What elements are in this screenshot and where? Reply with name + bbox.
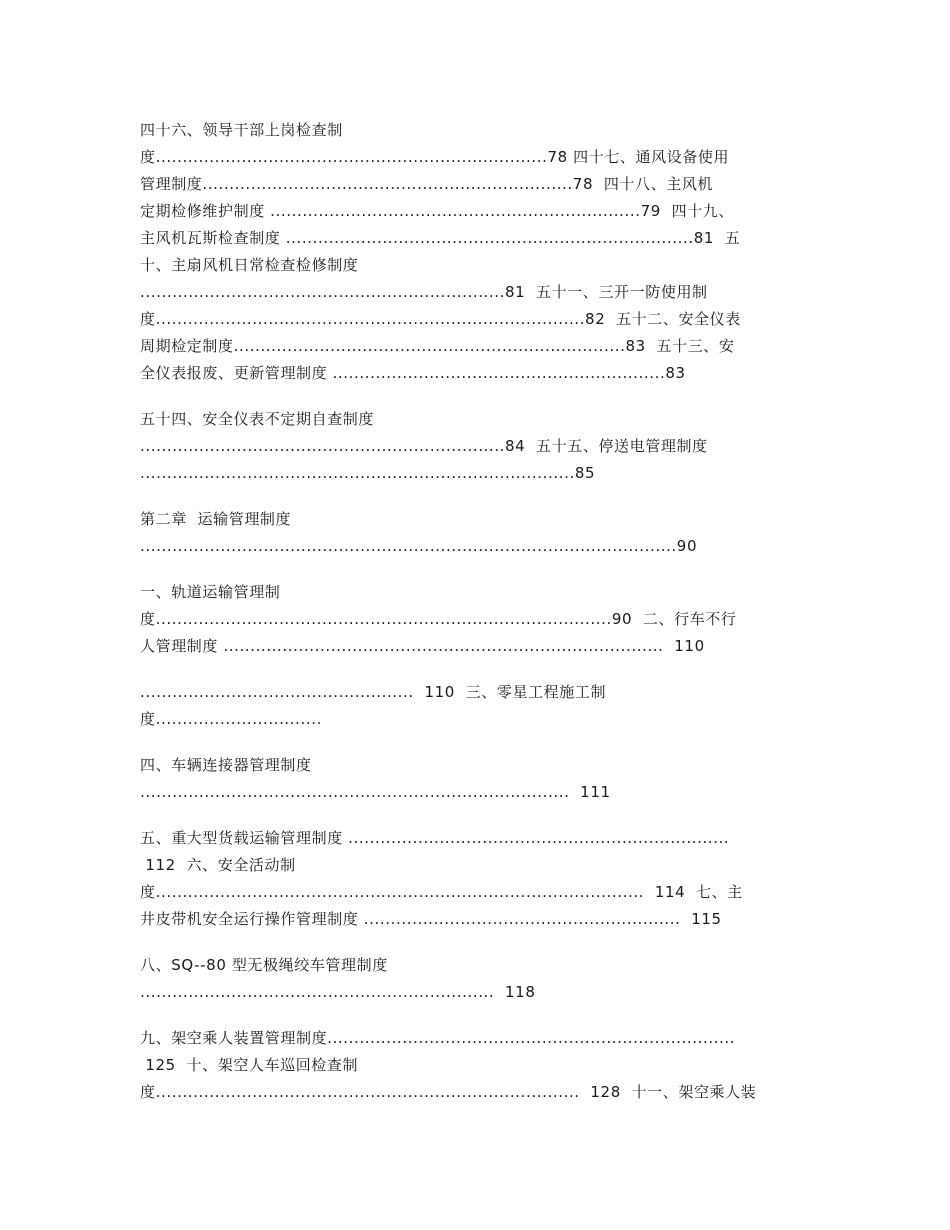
toc-line: 十、主扇风机日常检查检修制度 <box>140 256 359 274</box>
toc-line: 五、重大型货载运输管理制度 ....................................................................... <box>140 829 730 847</box>
toc-line: ................................................... 110 三、零星工程施工制 <box>140 683 607 701</box>
toc-line: 井皮带机安全运行操作管理制度 ........................................................... 115 <box>140 910 722 928</box>
toc-line: 125 十、架空人车巡回检查制 <box>140 1056 359 1074</box>
toc-line: ................................................................................ 111 <box>140 783 611 801</box>
toc-line: 管理制度.....................................................................78 四十八、主风机 <box>140 175 714 193</box>
toc-line: ....................................................................81 五十一、三开一防使用制 <box>140 283 708 301</box>
toc-line: 度............................................................................... 128 十一、架空乘人装 <box>140 1083 757 1101</box>
toc-line: 八、SQ--80 型无极绳绞车管理制度 <box>140 956 388 974</box>
toc-line: .................................................................. 118 <box>140 983 536 1001</box>
toc-line: 主风机瓦斯检查制度 ............................................................................81 五 <box>140 229 741 247</box>
toc-line: 四十六、领导干部上岗检查制 <box>140 121 343 139</box>
toc-line: 四、车辆连接器管理制度 <box>140 756 312 774</box>
toc-line: ....................................................................84 五十五、停送电管理制度 <box>140 437 708 455</box>
chapter-title-line: 第二章 运输管理制度 <box>140 510 292 528</box>
toc-line: 度........................................................................................... 114 七、主 <box>140 883 743 901</box>
toc-line: 周期检定制度.........................................................................83 五十三、安 <box>140 337 735 355</box>
toc-line: 全仪表报废、更新管理制度 ..............................................................83 <box>140 364 686 382</box>
toc-line: 度.........................................................................78 四十七、通风设备使用 <box>140 148 730 166</box>
toc-line: ....................................................................................................90 <box>140 537 698 555</box>
toc-line: 度.....................................................................................90 二、行车不行 <box>140 610 737 628</box>
toc-line: 五十四、安全仪表不定期自查制度 <box>140 410 375 428</box>
toc-line: 定期检修维护制度 .....................................................................79 四十九、 <box>140 202 734 220</box>
toc-line: 九、架空乘人装置管理制度............................................................................ <box>140 1029 736 1047</box>
toc-line: 112 六、安全活动制 <box>140 856 296 874</box>
toc-line: 人管理制度 .................................................................................. 110 <box>140 637 705 655</box>
toc-line: 度................................................................................82 五十二、安全仪表 <box>140 310 741 328</box>
toc-line: .................................................................................85 <box>140 464 596 482</box>
toc-line: 一、轨道运输管理制 <box>140 583 281 601</box>
toc-line: 度............................... <box>140 710 323 728</box>
